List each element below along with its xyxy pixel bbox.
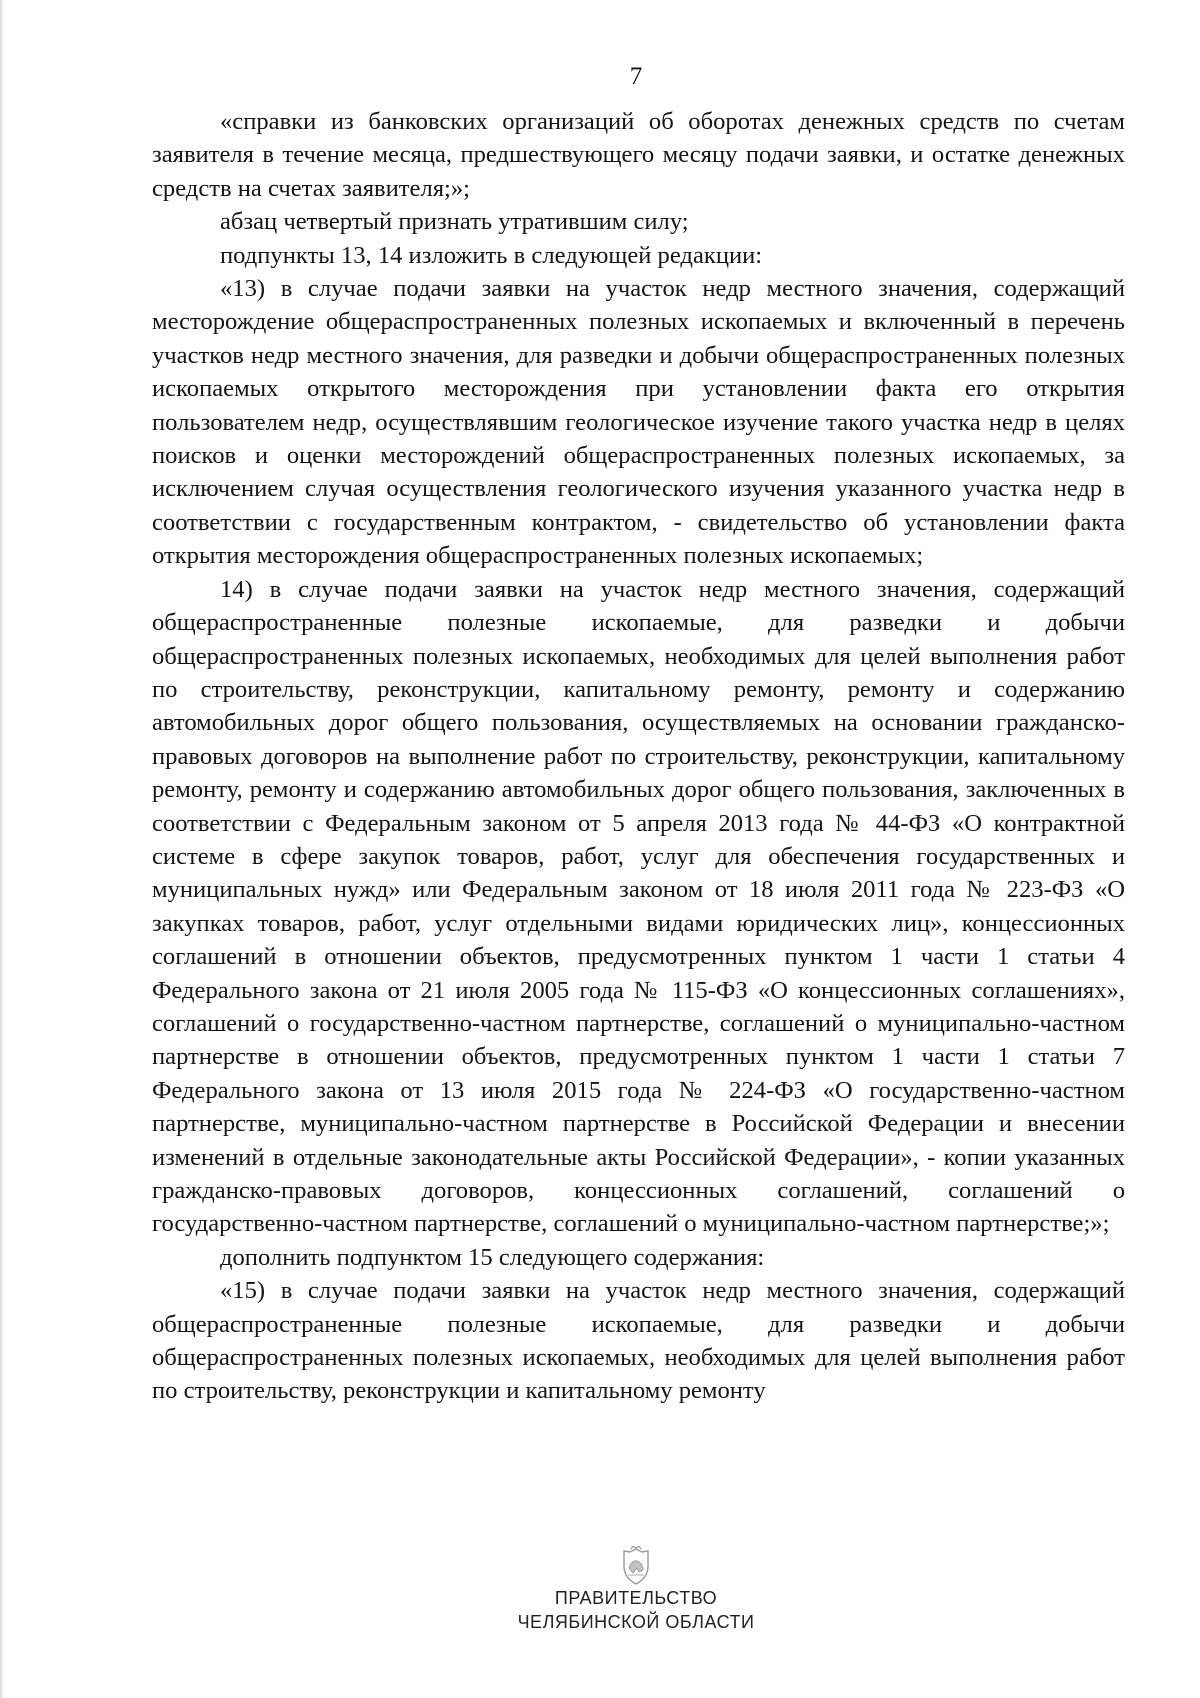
- paragraph: «13) в случае подачи заявки на участок недр местного значения, содержащий месторождение общераспространенных полезных ископаемых и включенный в перечень участков недр местного значения, для разведки и добычи общераспространенных полезных ископаемых открытого месторождения при установлении факта его открытия пользователем недр, осуществлявшим геологическое изучение такого участка недр в целях поисков и оценки месторождений общераспространенных полезных ископаемых, за исключением случая осуществления геологического изучения указанного участка недр в соответствии с государственным контрактом, - свидетельство об установлении факта открытия месторождения общераспространенных полезных ископаемых;: [152, 275, 1125, 570]
- paragraph: «справки из банковских организаций об оборотах денежных средств по счетам заявителя в течение месяца, предшествующего месяцу подачи заявки, и остатке денежных средств на счетах заявителя;»;: [152, 108, 1125, 202]
- page-number: 7: [629, 63, 643, 90]
- scan-edge: [0, 0, 4, 1698]
- paragraph: подпункты 13, 14 изложить в следующей редакции:: [220, 241, 763, 269]
- document-body: [152, 105, 1125, 1408]
- document-footer: [0, 1546, 1200, 1634]
- paragraph: дополнить подпунктом 15 следующего содержания:: [220, 1243, 765, 1271]
- paragraph: 14) в случае подачи заявки на участок недр местного значения, содержащий общераспространенные полезные ископаемые, для разведки и добычи общераспространенных полезных ископаемых, необходимых для целей выполнения работ по строительству, реконструкции, капитальному ремонту, ремонту и содержанию автомобильных дорог общего пользования, осуществляемых на основании гражданско-правовых договоров на выполнение работ по строительству, реконструкции, капитальному ремонту, ремонту и содержанию автомобильных дорог общего пользования, заключенных в соответствии с Федеральным законом от 5 апреля 2013 года № 44-ФЗ «О контрактной системе в сфере закупок товаров, работ, услуг для обеспечения государственных и муниципальных нужд» или Федеральным законом от 18 июля 2011 года № 223-ФЗ «О закупках товаров, работ, услуг отдельными видами юридических лиц», концессионных соглашений в отношении объектов, предусмотренных пунктом 1 части 1 статьи 4 Федерального закона от 21 июля 2005 года № 115-ФЗ «О концессионных соглашениях», соглашений о государственно-частном партнерстве, соглашений о муниципально-частном партнерстве в отношении объектов, предусмотренных пунктом 1 части 1 статьи 7 Федерального закона от 13 июля 2015 года № 224-ФЗ «О государственно-частном партнерстве, муниципально-частном партнерстве в Российской Федерации и внесении изменений в отдельные законодательные акты Российской Федерации», - копии указанных гражданско-правовых договоров, концессионных соглашений, соглашений о государственно-частном партнерстве, соглашений о муниципально-частном партнерстве;»;: [152, 575, 1125, 1238]
- footer-org-line1: ПРАВИТЕЛЬСТВО: [554, 1588, 718, 1608]
- footer-org-line2: ЧЕЛЯБИНСКОЙ ОБЛАСТИ: [517, 1612, 755, 1632]
- paragraph: «15) в случае подачи заявки на участок недр местного значения, содержащий общераспространенные полезные ископаемые, для разведки и добычи общераспространенных полезных ископаемых, необходимых для целей выполнения работ по строительству, реконструкции и капитальному ремонту: [152, 1277, 1125, 1405]
- paragraph: абзац четвертый признать утратившим силу;: [220, 208, 689, 236]
- coat-of-arms-icon: [619, 1546, 653, 1586]
